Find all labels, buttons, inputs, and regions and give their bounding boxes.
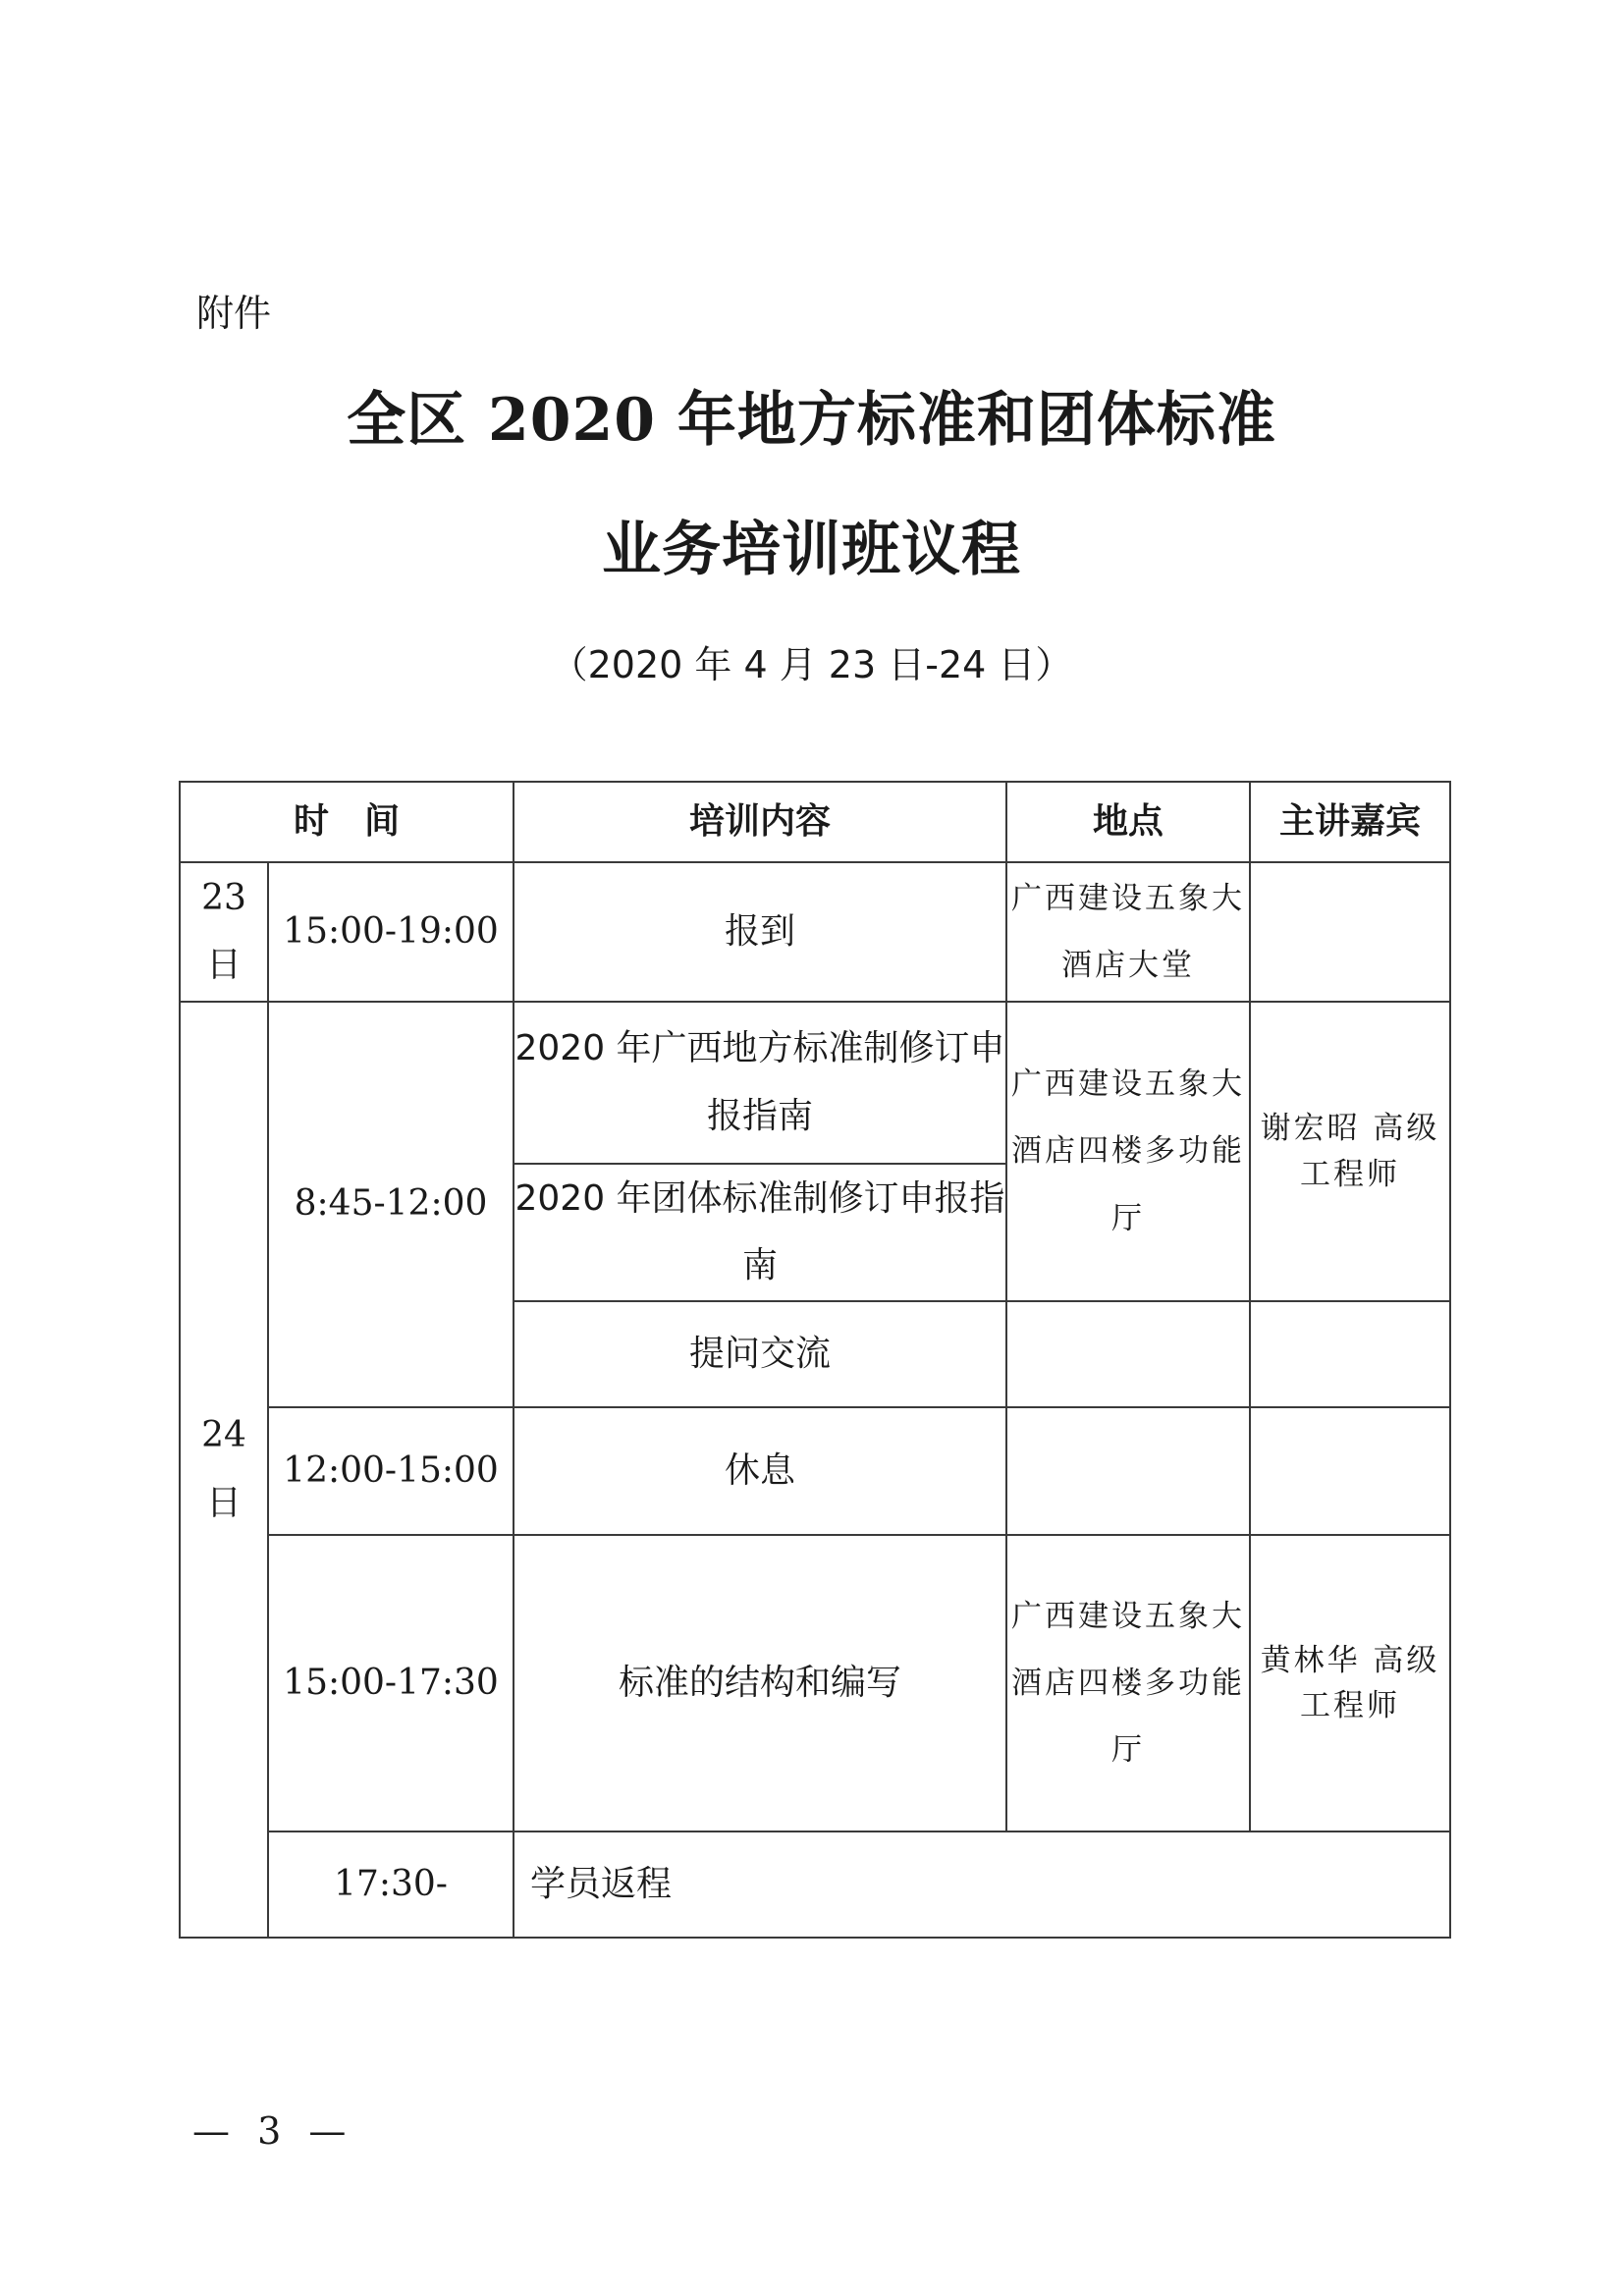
time-cell: 15:00-17:30 (268, 1535, 514, 1831)
content-cell: 2020 年广西地方标准制修订申报指南 (514, 1002, 1006, 1164)
venue-cell: 广西建设五象大酒店大堂 (1006, 862, 1250, 1002)
document-title-line1: 全区 2020 年地方标准和团体标准 (347, 386, 1276, 455)
document-title-line2: 业务培训班议程 (602, 516, 1021, 584)
attachment-label: 附件 (196, 292, 272, 335)
speaker-cell (1250, 1301, 1450, 1407)
speaker-cell (1250, 1407, 1450, 1535)
content-cell: 学员返程 (514, 1831, 1450, 1938)
speaker-cell (1250, 862, 1450, 1002)
table-row (180, 1831, 1450, 1938)
content-cell: 报到 (514, 862, 1006, 1002)
venue-cell: 广西建设五象大酒店四楼多功能厅 (1006, 1535, 1250, 1831)
page-number: — 3 — (192, 2109, 354, 2153)
day-cell-23: 23 日 (180, 862, 268, 1002)
header-content: 培训内容 (514, 782, 1006, 862)
venue-cell (1006, 1301, 1250, 1407)
speaker-cell: 黄林华 高级工程师 (1250, 1535, 1450, 1831)
speaker-cell: 谢宏昭 高级工程师 (1250, 1002, 1450, 1301)
table-row (180, 862, 1450, 1002)
table-row (180, 1535, 1450, 1831)
table-header-row (180, 782, 1450, 862)
content-cell: 标准的结构和编写 (514, 1535, 1006, 1831)
table-row (180, 1002, 1450, 1164)
content-cell: 2020 年团体标准制修订申报指南 (514, 1164, 1006, 1301)
venue-cell: 广西建设五象大酒店四楼多功能厅 (1006, 1002, 1250, 1301)
time-cell: 8:45-12:00 (268, 1002, 514, 1407)
content-cell: 休息 (514, 1407, 1006, 1535)
date-range: （2020 年 4 月 23 日-24 日） (550, 643, 1073, 686)
time-cell: 15:00-19:00 (268, 862, 514, 1002)
agenda-table (179, 781, 1451, 1939)
day-cell-24: 24 日 (180, 1002, 268, 1938)
header-speaker: 主讲嘉宾 (1250, 782, 1450, 862)
time-cell: 12:00-15:00 (268, 1407, 514, 1535)
header-time: 时 间 (180, 782, 514, 862)
time-cell: 17:30- (268, 1831, 514, 1938)
venue-cell (1006, 1407, 1250, 1535)
header-venue: 地点 (1006, 782, 1250, 862)
table-row (180, 1407, 1450, 1535)
content-cell: 提问交流 (514, 1301, 1006, 1407)
